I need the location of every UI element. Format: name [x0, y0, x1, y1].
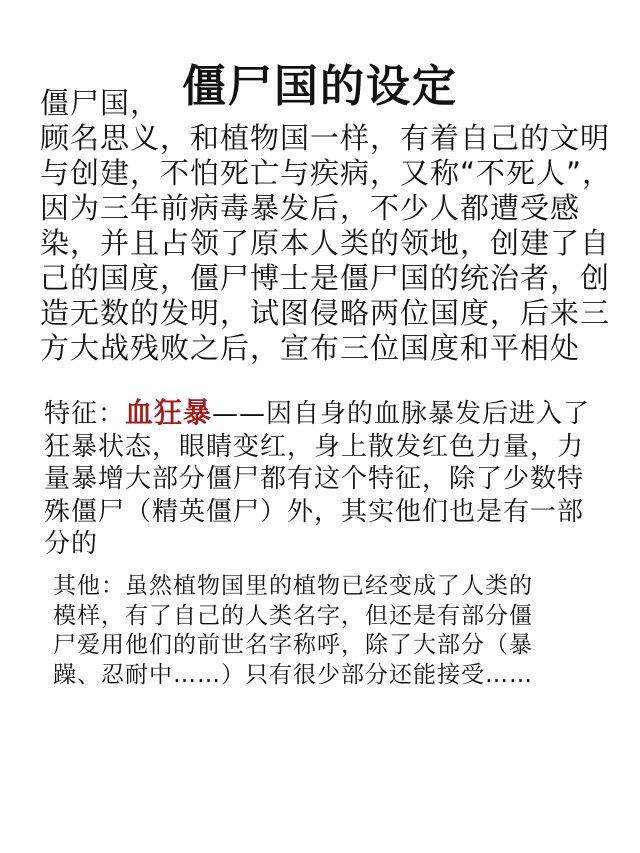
- page-title: 僵尸国的设定: [182, 61, 458, 113]
- feature-section: [44, 397, 600, 561]
- feature-body: ——因自身的血脉暴发后进入了狂暴状态，眼睛变红，身上散发红色力量，力量暴增大部分僵尸都有这个特征，除了少数特殊僵尸（精英僵尸）外，其实他们也是有一部分的: [44, 399, 591, 559]
- feature-label: 特征：: [44, 399, 126, 429]
- other-label: 其他：: [53, 573, 125, 599]
- other-body: 虽然植物国里的植物已经变成了人类的模样，有了自己的人类名字，但还是有部分僵尸爱用他们的前世名字称呼，除了大部分（暴躁、忍耐中……）只有很少部分还能接受……: [53, 573, 533, 688]
- intro-section: [40, 86, 620, 366]
- other-section: [53, 572, 553, 690]
- intro-heading: 僵尸国，: [40, 86, 161, 120]
- intro-body: 顾名思义，和植物国一样，有着自己的文明与创建，不怕死亡与疾病，又称“不死人”，因为三年前病毒暴发后，不少人都遭受感染，并且占领了原本人类的领地，创建了自己的国度，僵尸博士是僵尸国的统治者，创造无数的发明，试图侵略两位国度，后来三方大战残败之后，宣布三位国度和平相处: [40, 121, 613, 365]
- feature-highlight: 血狂暴: [125, 396, 213, 429]
